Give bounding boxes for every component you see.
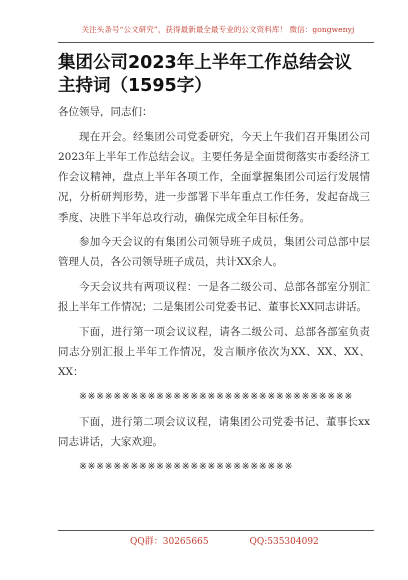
document-title: 集团公司2023年上半年工作总结会议主持词（1595字） bbox=[58, 53, 352, 96]
header-divider bbox=[58, 42, 374, 43]
paragraph-agenda: 今天会议共有两项议程：一是各二级公司、总部各部室分别汇报上半年工作情况；二是集团公司党委书记、董事长XX同志讲话。 bbox=[58, 281, 370, 314]
footer-qq-group: QQ群：30265665 bbox=[130, 537, 209, 547]
footer-divider bbox=[58, 530, 374, 531]
paragraph-opening: 现在开会。经集团公司党委研究，今天上午我们召开集团公司2023年上半年工作总结会议。主要任务是全面贯彻落实市委经济工作会议精神，盘点上半年各项工作，全面掌握集团公司运行发展情况，分析研判形势，进一步部署下半年重点工作任务，发起奋战三季度、决胜下半年总攻行动，确保完成全年目标任务。 bbox=[58, 130, 370, 224]
paragraph-agenda-item-1: 下面，进行第一项会议议程，请各二级公司、总部各部室负责同志分别汇报上半年工作情况，发言顺序依次为XX、XX、XX、XX： bbox=[58, 326, 370, 379]
separator-line: ※※※※※※※※※※※※※※※※※※※※※※※※※※※※※※※※ bbox=[79, 391, 353, 403]
paragraph-attendees: 参加今天会议的有集团公司领导班子成员，集团公司总部中层管理人员，各公司领导班子成员，共计XX余人。 bbox=[58, 236, 370, 269]
footer-qq-contact: QQ:535304092 bbox=[249, 537, 319, 547]
document-body bbox=[58, 102, 370, 481]
paragraph-greeting: 各位领导，同志们： bbox=[58, 106, 153, 118]
footer bbox=[130, 534, 350, 547]
paragraph-agenda-item-2: 下面，进行第二项会议议程，请集团公司党委书记、董事长xx同志讲话，大家欢迎。 bbox=[58, 415, 370, 449]
separator-line: ※※※※※※※※※※※※※※※※※※※※※※※※※ bbox=[79, 460, 293, 472]
header-banner: 关注头条号“公文研究”，获得最新最全最专业的公文资料库！ 微信：gongwenyj bbox=[81, 25, 355, 34]
